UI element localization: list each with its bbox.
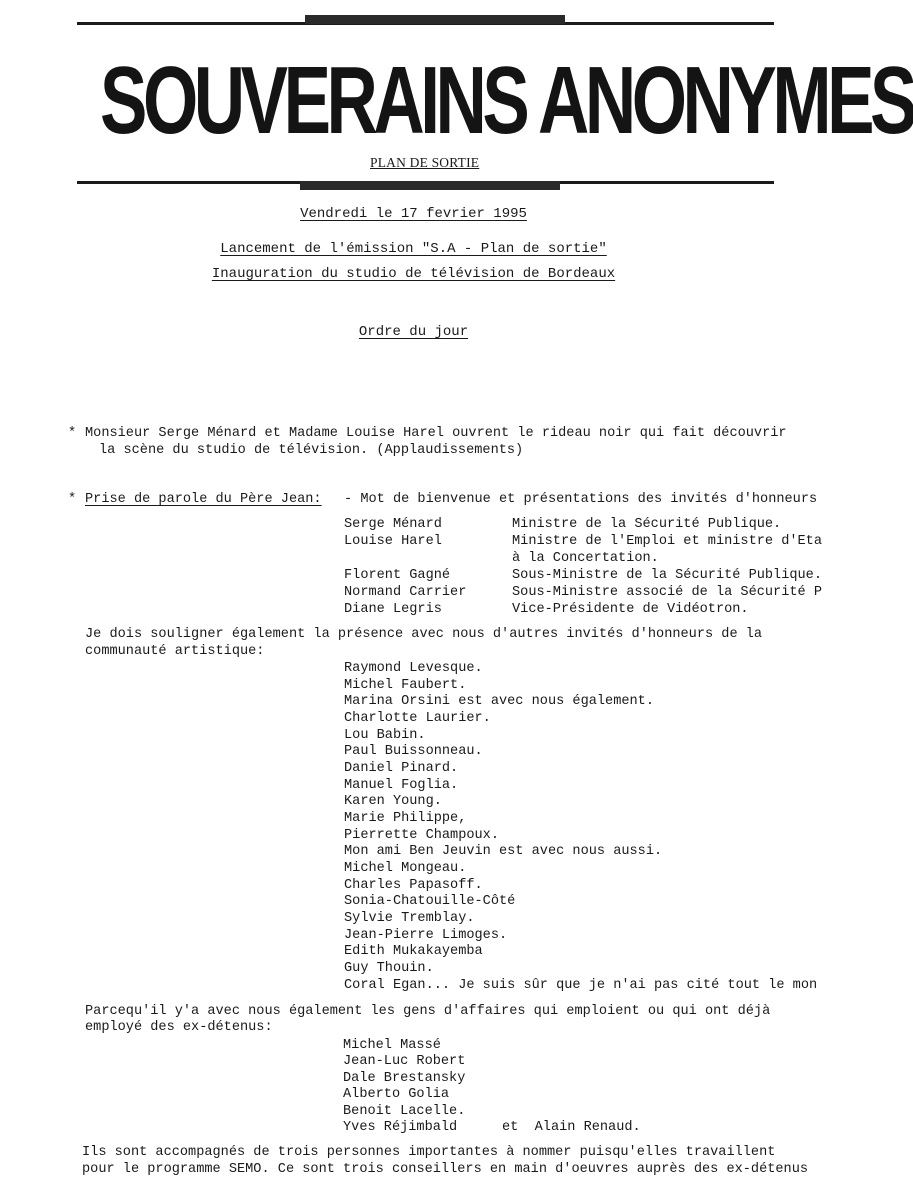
guest-name: Louise Harel — [344, 534, 442, 549]
list-item: Jean-Luc Robert — [343, 1054, 466, 1069]
artistic-intro-line2: communauté artistique: — [85, 644, 265, 659]
guest-name: Florent Gagné — [344, 568, 451, 583]
list-item: Sonia-Chatouille-Côté — [344, 894, 516, 909]
masthead-bottom-bar — [300, 181, 560, 190]
list-item: Pierrette Champoux. — [344, 828, 499, 843]
guest-name: Diane Legris — [344, 602, 442, 617]
event-inauguration: Inauguration du studio de télévision de Bordeaux — [211, 266, 616, 282]
guest-name: Serge Ménard — [344, 517, 442, 532]
guest-role: Ministre de l'Emploi et ministre d'Eta — [512, 534, 822, 549]
guest-role: Sous-Ministre associé de la Sécurité P — [512, 585, 822, 600]
list-item: Jean-Pierre Limoges. — [344, 928, 508, 943]
masthead-subtitle: PLAN DE SORTIE — [370, 155, 480, 170]
item1-line2: la scène du studio de télévision. (Applaudissements) — [99, 443, 524, 458]
business-intro-line1: Parcequ'il y'a avec nous également les gens d'affaires qui emploient ou qui ont déjà — [85, 1004, 771, 1019]
list-item: Michel Mongeau. — [344, 861, 467, 876]
list-item: Manuel Foglia. — [344, 778, 459, 793]
guest-role: à la Concertation. — [512, 551, 659, 566]
item1-bullet: * — [68, 426, 77, 441]
list-item: Raymond Levesque. — [344, 661, 483, 676]
list-item: Paul Buissonneau. — [344, 744, 483, 759]
list-item: Charles Papasoff. — [344, 878, 483, 893]
guest-role: Ministre de la Sécurité Publique. — [512, 517, 782, 532]
item1-line1: Monsieur Serge Ménard et Madame Louise Harel ouvrent le rideau noir qui fait découvrir — [85, 426, 787, 441]
list-item: Alberto Golia — [343, 1087, 450, 1102]
masthead-title: SOUVERAINS ANONYMES — [100, 47, 913, 154]
list-item: Dale Brestansky — [343, 1071, 466, 1086]
list-item: Karen Young. — [344, 794, 442, 809]
list-item: Mon ami Ben Jeuvin est avec nous aussi. — [344, 844, 663, 859]
list-item: Daniel Pinard. — [344, 761, 459, 776]
list-item: Michel Faubert. — [344, 678, 467, 693]
item2-heading: Prise de parole du Père Jean: — [85, 492, 322, 507]
list-item: Lou Babin. — [344, 728, 426, 743]
list-item: Benoit Lacelle. — [343, 1104, 466, 1119]
guest-role: Sous-Ministre de la Sécurité Publique. — [512, 568, 822, 583]
agenda-heading: Ordre du jour — [358, 324, 469, 340]
artistic-intro-line1: Je dois souligner également la présence avec nous d'autres invités d'honneurs de la — [85, 627, 763, 642]
event-launch: Lancement de l'émission "S.A - Plan de sortie" — [220, 241, 607, 257]
list-item: Yves Réjimbald — [343, 1120, 458, 1135]
masthead-top-bar — [305, 15, 565, 24]
event-date: Vendredi le 17 fevrier 1995 — [300, 206, 527, 222]
list-item: Michel Massé — [343, 1038, 441, 1053]
list-item: Charlotte Laurier. — [344, 711, 491, 726]
masthead-banner — [100, 44, 913, 156]
guest-name: Normand Carrier — [344, 585, 467, 600]
list-item: Coral Egan... Je suis sûr que je n'ai pas cité tout le mon — [344, 978, 818, 993]
closing-line2: pour le programme SEMO. Ce sont trois conseillers en main d'oeuvres auprès des ex-détenus — [82, 1162, 809, 1177]
guest-role: Vice-Présidente de Vidéotron. — [512, 602, 749, 617]
list-item: Guy Thouin. — [344, 961, 434, 976]
item2-intro: - Mot de bienvenue et présentations des invités d'honneurs — [344, 492, 818, 507]
list-item: Sylvie Tremblay. — [344, 911, 475, 926]
list-item-extra: et Alain Renaud. — [502, 1120, 641, 1135]
closing-line1: Ils sont accompagnés de trois personnes importantes à nommer puisqu'elles travaillent — [82, 1145, 776, 1160]
list-item: Marie Philippe, — [344, 811, 467, 826]
list-item: Marina Orsini est avec nous également. — [344, 694, 654, 709]
business-intro-line2: employé des ex-détenus: — [85, 1020, 273, 1035]
item2-bullet: * — [68, 492, 77, 507]
list-item: Edith Mukakayemba — [344, 944, 483, 959]
